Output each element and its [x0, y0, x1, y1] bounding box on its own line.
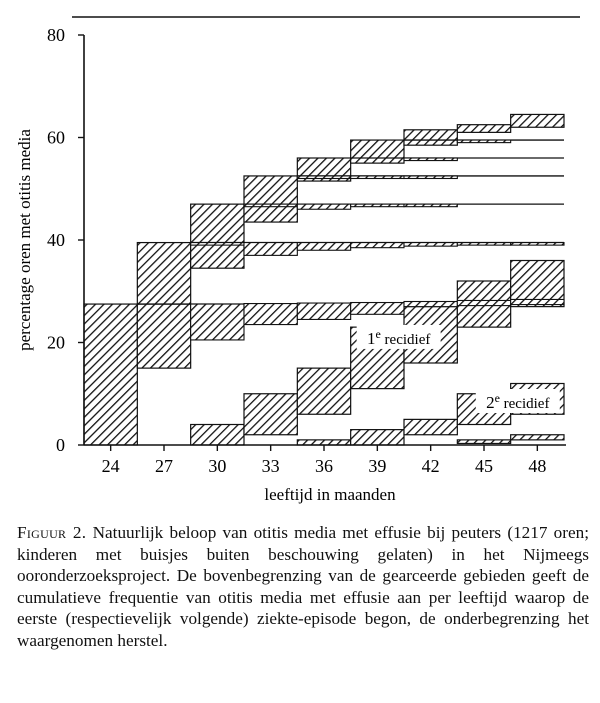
band-s2-2	[404, 419, 457, 434]
y-axis-label: percentage oren met otitis media	[15, 129, 34, 351]
band-s0-1	[137, 243, 190, 369]
recovery-strip-1-5	[457, 243, 510, 246]
caption-text: Natuurlijk beloop van otitis media met effusie bij peuters (1217 oren; kinderen met buisjes buiten beschouwing gelaten) in het Nijmeegs ooronderzoeksproject. De bovenbegrenzing van de gearceerde gebieden geeft de cumulatieve frequentie van otitis media met effusie aan per leeftijd waarop de eerste (respectievelijk volgende) ziekte-episode begon, de onderbegrenzing het waargenomen herstel.	[17, 523, 589, 650]
x-tick-label-5: 39	[368, 456, 387, 476]
y-tick-label-2: 40	[47, 230, 65, 250]
x-tick-label-4: 36	[315, 456, 333, 476]
x-tick-label-7: 45	[475, 456, 493, 476]
caption-label: Figuur 2.	[17, 523, 87, 542]
x-tick-label-1: 27	[155, 456, 173, 476]
recovery-strip-1-0	[191, 243, 244, 246]
band-s0-0	[84, 304, 137, 445]
recovery-strip-5-0	[457, 140, 510, 143]
recovery-strip-1-4	[404, 243, 457, 247]
recovery-strip-3-0	[297, 176, 350, 179]
band-s0-8	[511, 114, 564, 127]
figure-caption	[17, 522, 589, 652]
x-tick-label-6: 42	[421, 456, 440, 476]
x-tick-label-8: 48	[528, 456, 547, 476]
recovery-strip-2-1	[297, 204, 350, 209]
y-tick-label-0: 0	[56, 435, 65, 455]
recovery-strip-4-0	[404, 158, 457, 161]
band-s1-0	[191, 425, 244, 446]
annotation-recidief1: 1e recidief	[366, 326, 431, 348]
band-s0-5	[351, 140, 404, 163]
x-axis-label: leeftijd in maanden	[264, 485, 396, 504]
y-tick-label-3: 60	[47, 127, 65, 148]
x-tick-label-0: 24	[101, 456, 120, 476]
recovery-strip-1-6	[511, 243, 564, 246]
band-s2-1	[351, 430, 404, 445]
recovery-strip-3-1	[351, 176, 404, 179]
recovery-strip-0-7	[511, 299, 564, 304]
recovery-strip-1-2	[297, 243, 350, 251]
annotation-recidief2: 2e recidief	[486, 391, 550, 412]
band-s0-2	[191, 204, 244, 268]
recovery-strip-0-2	[244, 304, 297, 325]
y-tick-label-1: 20	[47, 332, 65, 353]
recovery-strip-2-0	[244, 204, 297, 207]
recovery-strip-0-3	[297, 303, 350, 319]
x-tick-label-2: 30	[208, 456, 227, 476]
recovery-strip-3-2	[404, 176, 457, 179]
x-tick-label-3: 33	[261, 456, 280, 476]
recovery-strip-0-1	[191, 304, 244, 340]
recovery-strip-2-2	[351, 204, 404, 207]
small-band-s2-1	[511, 435, 564, 440]
recovery-strip-2-3	[404, 204, 457, 207]
band-s1-2	[297, 368, 350, 414]
y-tick-label-4: 80	[47, 25, 65, 45]
recovery-strip-0-4	[351, 303, 404, 315]
recovery-strip-0-5	[404, 302, 457, 307]
band-s0-3	[244, 176, 297, 222]
recovery-strip-1-1	[244, 243, 297, 256]
recovery-strip-0-6	[457, 300, 510, 305]
small-band-s2-0	[457, 440, 510, 444]
band-s1-1	[244, 394, 297, 435]
band-s0-7	[457, 125, 510, 133]
recovery-strip-1-3	[351, 243, 404, 248]
band-s0-6	[404, 130, 457, 145]
